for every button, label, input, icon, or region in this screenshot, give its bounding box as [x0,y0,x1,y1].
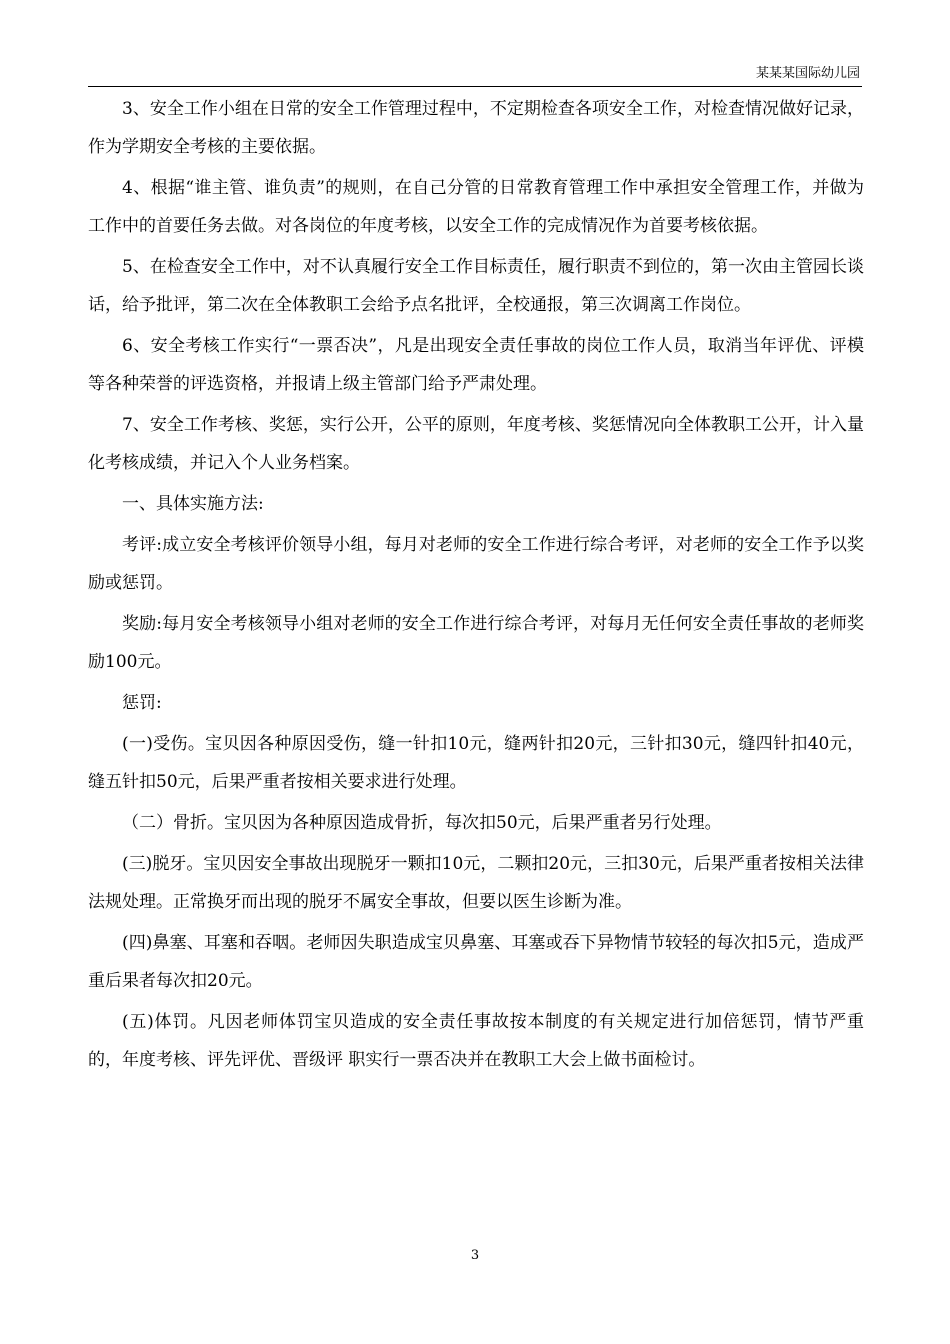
page-header [88,64,862,87]
paragraph-item-3: 3、安全工作小组在日常的安全工作管理过程中，不定期检查各项安全工作，对检查情况做好记录，作为学期安全考核的主要依据。 [88,99,864,157]
paragraph-penalty-corporal-punishment: (五)体罚。凡因老师体罚宝贝造成的安全责任事故按本制度的有关规定进行加倍惩罚，情节严重的，年度考核、评先评优、晋级评 职实行一票否决并在教职工大会上做书面检讨。 [88,1012,864,1070]
paragraph-reward: 奖励:每月安全考核领导小组对老师的安全工作进行综合考评，对每月无任何安全责任事故的老师奖励100元。 [88,614,864,672]
paragraph-item-6: 6、安全考核工作实行“一票否决”，凡是出现安全责任事故的岗位工作人员，取消当年评优、评模等各种荣誉的评选资格，并报请上级主管部门给予严肃处理。 [88,336,864,394]
paragraph-item-7: 7、安全工作考核、奖惩，实行公开，公平的原则，年度考核、奖惩情况向全体教职工公开，计入量化考核成绩，并记入个人业务档案。 [88,415,864,473]
paragraph-penalty-tooth-loss: (三)脱牙。宝贝因安全事故出现脱牙一颗扣10元，二颗扣20元，三扣30元，后果严重者按相关法律法规处理。正常换牙而出现的脱牙不属安全事故，但要以医生诊断为准。 [88,854,864,912]
section-heading-implementation: 一、具体实施方法: [122,494,264,514]
paragraph-item-4: 4、根据“谁主管、谁负责”的规则，在自己分管的日常教育管理工作中承担安全管理工作，并做为工作中的首要任务去做。对各岗位的年度考核，以安全工作的完成情况作为首要考核依据。 [88,178,864,236]
document-body [88,90,864,1079]
paragraph-penalty-foreign-object: (四)鼻塞、耳塞和吞咽。老师因失职造成宝贝鼻塞、耳塞或吞下异物情节较轻的每次扣5元，造成严重后果者每次扣20元。 [88,933,864,991]
paragraph-item-5: 5、在检查安全工作中，对不认真履行安全工作目标责任，履行职责不到位的，第一次由主管园长谈话，给予批评，第二次在全体教职工会给予点名批评，全校通报，第三次调离工作岗位。 [88,257,864,315]
header-org-name: 某某某国际幼儿园 [755,66,860,81]
paragraph-evaluation: 考评:成立安全考核评价领导小组，每月对老师的安全工作进行综合考评，对老师的安全工作予以奖励或惩罚。 [88,535,864,593]
paragraph-penalty-fracture: （二）骨折。宝贝因为各种原因造成骨折，每次扣50元，后果严重者另行处理。 [122,813,722,833]
paragraph-penalty-injury: (一)受伤。宝贝因各种原因受伤，缝一针扣10元，缝两针扣20元，三针扣30元，缝四针扣40元，缝五针扣50元，后果严重者按相关要求进行处理。 [88,734,864,792]
page-number: 3 [470,1248,480,1263]
paragraph-penalty-heading: 惩罚: [122,693,162,713]
